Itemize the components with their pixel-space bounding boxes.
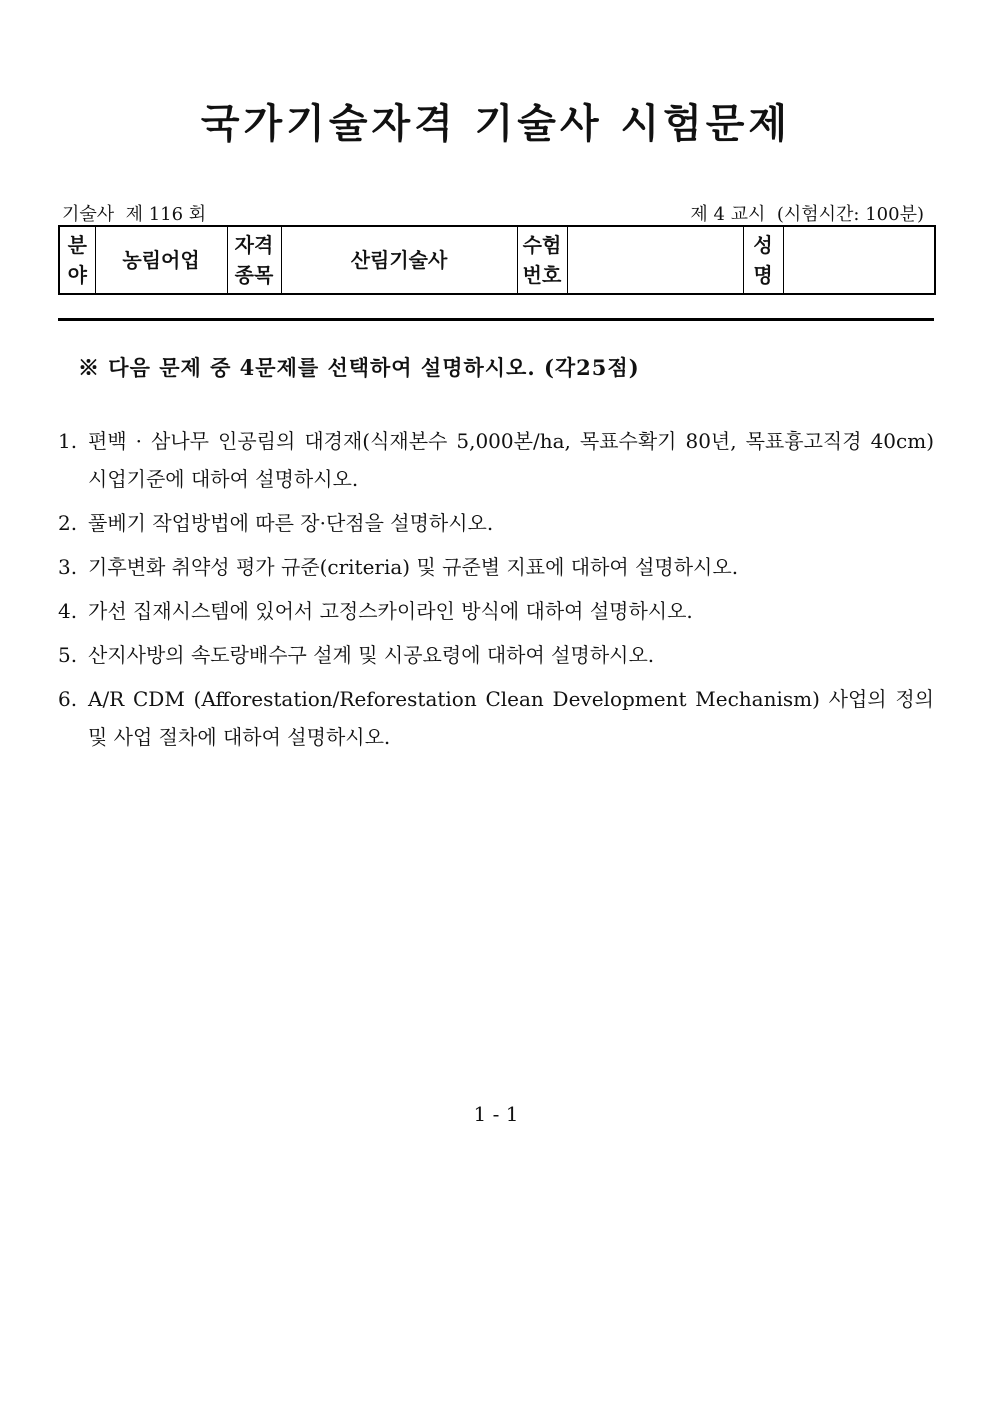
qualification-value: 산림기술사 <box>281 226 517 294</box>
qualification-label: 자격 종목 <box>227 226 281 294</box>
question-item <box>58 548 934 586</box>
question-item <box>58 422 934 498</box>
question-item <box>58 636 934 674</box>
question-number: 2. <box>58 511 78 535</box>
exam-info-table <box>58 225 936 295</box>
exam-number-field[interactable] <box>567 226 743 294</box>
exam-number-label: 수험 번호 <box>517 226 567 294</box>
name-field[interactable] <box>783 226 935 294</box>
exam-round: 기술사 제 116 회 <box>62 204 207 225</box>
exam-meta-row <box>62 200 932 226</box>
question-item <box>58 504 934 542</box>
question-item <box>58 680 934 756</box>
question-list <box>58 422 934 762</box>
question-number: 1. <box>58 429 78 453</box>
divider-line <box>58 318 934 321</box>
instruction-text: ※ 다음 문제 중 4문제를 선택하여 설명하시오. (각25점) <box>78 355 640 380</box>
page-number: 1 - 1 <box>473 1102 519 1126</box>
question-number: 5. <box>58 643 78 667</box>
exam-session: 제 4 교시 (시험시간: 100분) <box>690 204 924 225</box>
question-text: 산지사방의 속도랑배수구 설계 및 시공요령에 대하여 설명하시오. <box>88 643 655 667</box>
name-label: 성 명 <box>743 226 783 294</box>
question-number: 4. <box>58 599 78 623</box>
question-text: 가선 집재시스템에 있어서 고정스카이라인 방식에 대하여 설명하시오. <box>88 599 693 623</box>
question-number: 6. <box>58 687 78 711</box>
field-value: 농림어업 <box>95 226 227 294</box>
question-text: 기후변화 취약성 평가 규준(criteria) 및 규준별 지표에 대하여 설명하시오. <box>88 555 739 579</box>
question-number: 3. <box>58 555 78 579</box>
question-text: A/R CDM (Afforestation/Reforestation Clean Development Mechanism) 사업의 정의 및 사업 절차에 대하여 설명하시오. <box>88 687 934 749</box>
field-label: 분 야 <box>59 226 95 294</box>
question-text: 편백 · 삼나무 인공림의 대경재(식재본수 5,000본/ha, 목표수확기 80년, 목표흉고직경 40cm) 시업기준에 대하여 설명하시오. <box>88 429 934 491</box>
document-title: 국가기술자격 기술사 시험문제 <box>200 100 792 147</box>
question-item <box>58 592 934 630</box>
question-text: 풀베기 작업방법에 따른 장·단점을 설명하시오. <box>88 511 494 535</box>
